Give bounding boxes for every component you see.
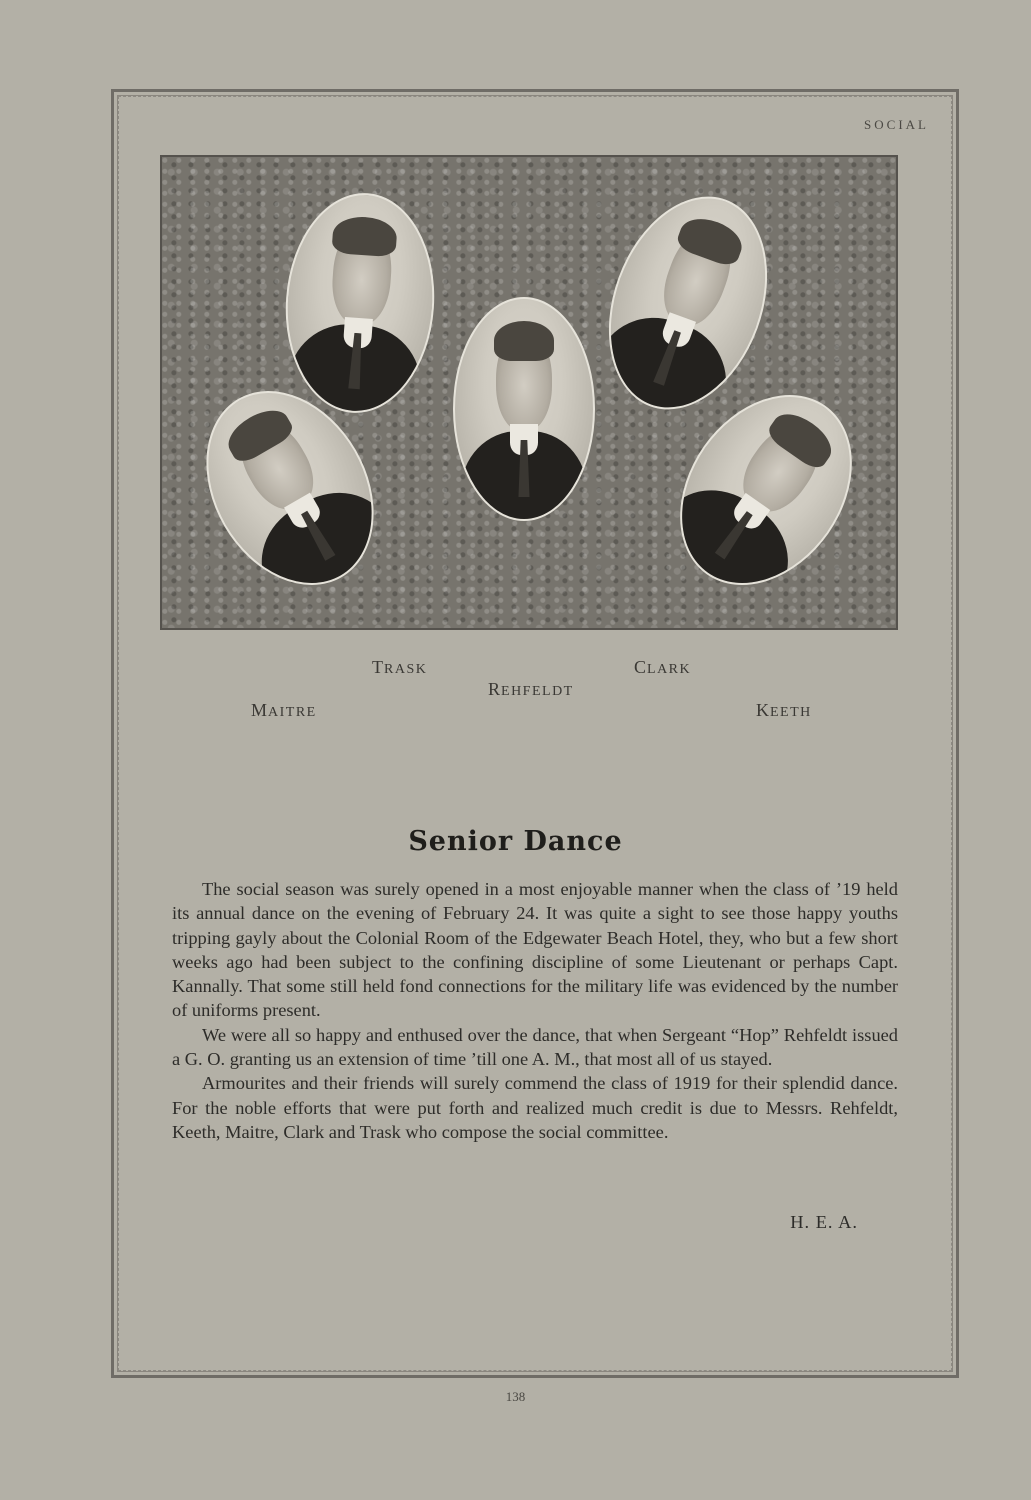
caption-trask: TRASK: [372, 657, 428, 677]
portrait-rehfeldt: [453, 297, 595, 521]
caption-maitre: MAITRE: [251, 700, 317, 720]
caption-keeth: KEETH: [756, 700, 812, 720]
caption-clark: CLARK: [634, 657, 692, 677]
paragraph: We were all so happy and enthused over the dance, that when Sergeant “Hop” Rehfeldt issued a G. O. granting us an extension of time ’till one A. M., that most all of us stayed.: [172, 1024, 898, 1070]
running-head: SOCIAL: [864, 117, 929, 132]
page-number: 138: [505, 1389, 526, 1404]
portrait-clark: [581, 174, 795, 431]
photo-panel: [160, 155, 898, 630]
article-body: [172, 877, 898, 1144]
article-title: Senior Dance: [408, 826, 623, 857]
author-initials: H. E. A.: [790, 1212, 858, 1232]
caption-rehfeldt: REHFELDT: [488, 679, 574, 699]
paragraph: The social season was surely opened in a most enjoyable manner when the class of ’19 held its annual dance on the evening of February 24. It was quite a sight to see those happy youths tripping gayly about the Colonial Room of the Edgewater Beach Hotel, they, who but a few short weeks ago had been subject to the confining discipline of some Lieutenant or perhaps Capt. Kannally. That some still held fond connections for the military life was evidenced by the number of uniforms present.: [172, 879, 898, 1021]
portrait-trask: [279, 188, 442, 418]
paragraph: Armourites and their friends will surely commend the class of 1919 for their splendid dance. For the noble efforts that were put forth and realized much credit is due to Messrs. Rehfeldt, Keeth, Maitre, Clark and Trask who compose the social committee.: [172, 1073, 898, 1142]
